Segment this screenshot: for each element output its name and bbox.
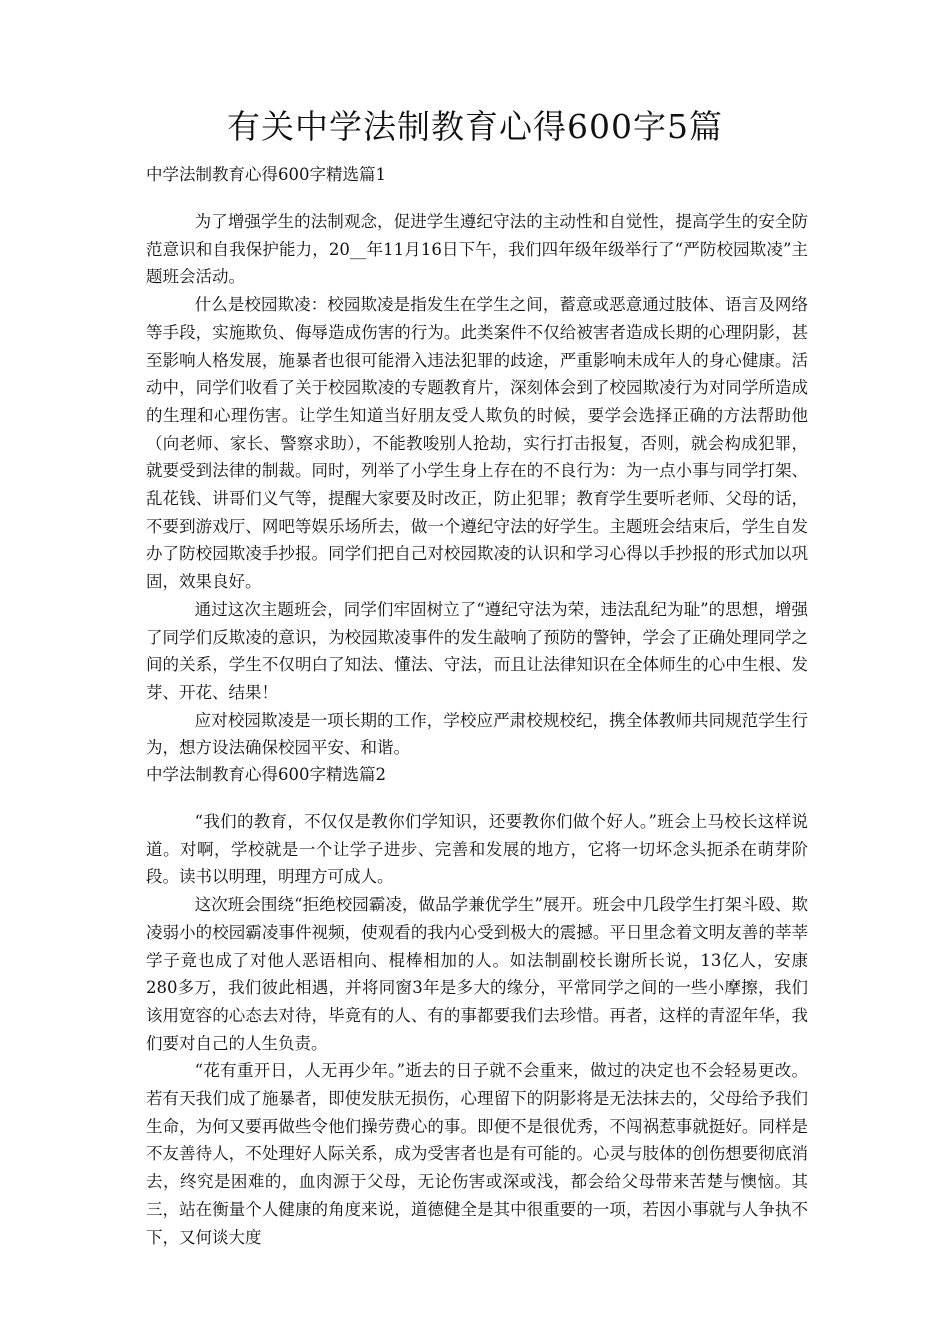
- section-body: [146, 808, 808, 1251]
- section-2: [146, 764, 808, 1247]
- document-title: 有关中学法制教育心得600字5篇: [227, 107, 723, 146]
- paragraph: 通过这次主题班会，同学们牢固树立了“遵纪守法为荣，违法乱纪为耻”的思想，增强了同学们反欺凌的意识，为校园欺凌事件的发生敲响了预防的警钟，学会了正确处理同学之间的关系，学生不仅明白了知法、懂法、守法，而且让法律知识在全体师生的心中生根、发芽、开花、结果！: [146, 599, 808, 702]
- paragraph: “花有重开日，人无再少年。”逝去的日子就不会重来，做过的决定也不会轻易更改。若有天我们成了施暴者，即使发肤无损伤，心理留下的阴影将是无法抹去的，父母给予我们生命，为何又要再做些令他们操劳费心的事。即便不是很优秀，不闯祸惹事就挺好。同样是不友善待人，不处理好人际关系，成为受害者也是有可能的。心灵与肢体的创伤想要彻底消去，终究是困难的，血肉源于父母，无论伤害或深或浅，都会给父母带来苦楚与懊恼。其三，站在衡量个人健康的角度来说，道德健全是其中很重要的一项，若因小事就与人争执不下，又何谈大度: [146, 1061, 808, 1247]
- paragraph: 什么是校园欺凌：校园欺凌是指发生在学生之间，蓄意或恶意通过肢体、语言及网络等手段，实施欺负、侮辱造成伤害的行为。此类案件不仅给被害者造成长期的心理阴影，甚至影响人格发展，施暴者也很可能滑入违法犯罪的歧途，严重影响未成年人的身心健康。活动中，同学们收看了关于校园欺凌的专题教育片，深刻体会到了校园欺凌行为对同学所造成的生理和心理伤害。让学生知道当好朋友受人欺负的时候，要学会选择正确的方法帮助他（向老师、家长、警察求助），不能教唆别人抢劫，实行打击报复，否则，就会构成犯罪，就要受到法律的制裁。同时，列举了小学生身上存在的不良行为：为一点小事与同学打架、乱花钱、讲哥们义气等，提醒大家要及时改正，防止犯罪；教育学生要听老师、父母的话，不要到游戏厅、网吧等娱乐场所去，做一个遵纪守法的好学生。主题班会结束后，学生自发办了防校园欺凌手抄报。同学们把自己对校园欺凌的认识和学习心得以手抄报的形式加以巩固，效果良好。: [146, 295, 808, 592]
- paragraph: 应对校园欺凌是一项长期的工作，学校应严肃校规校纪，携全体教师共同规范学生行为，想方设法确保校园平安、和谐。: [146, 710, 808, 758]
- section-1: [146, 164, 808, 758]
- paragraph: 为了增强学生的法制观念，促进学生遵纪守法的主动性和自觉性，提高学生的安全防范意识和自我保护能力，20__年11月16日下午，我们四年级年级举行了“严防校园欺凌”主题班会活动。: [146, 212, 808, 287]
- section-body: [146, 208, 808, 762]
- paragraph: 这次班会围绕“拒绝校园霸凌，做品学兼优学生”展开。班会中几段学生打架斗殴、欺凌弱小的校园霸凌事件视频，使观看的我内心受到极大的震撼。平日里念着文明友善的莘莘学子竟也成了对他人恶语相向、棍棒相加的人。如法制副校长谢所长说，13亿人，安康280多万，我们彼此相遇，并将同窗3年是多大的缘分，平常同学之间的一些小摩擦，我们该用宽容的心态去对待，毕竟有的人、有的事都要我们去珍惜。再者，这样的青涩年华，我们要对自己的人生负责。: [146, 895, 808, 1053]
- section-heading: 中学法制教育心得600字精选篇2: [146, 765, 386, 784]
- section-heading: 中学法制教育心得600字精选篇1: [146, 165, 386, 184]
- paragraph: “我们的教育，不仅仅是教你们学知识，还要教你们做个好人。”班会上马校长这样说道。对啊，学校就是一个让学子进步、完善和发展的地方，它将一切坏念头扼杀在萌芽阶段。读书以明理，明理方可成人。: [146, 812, 808, 887]
